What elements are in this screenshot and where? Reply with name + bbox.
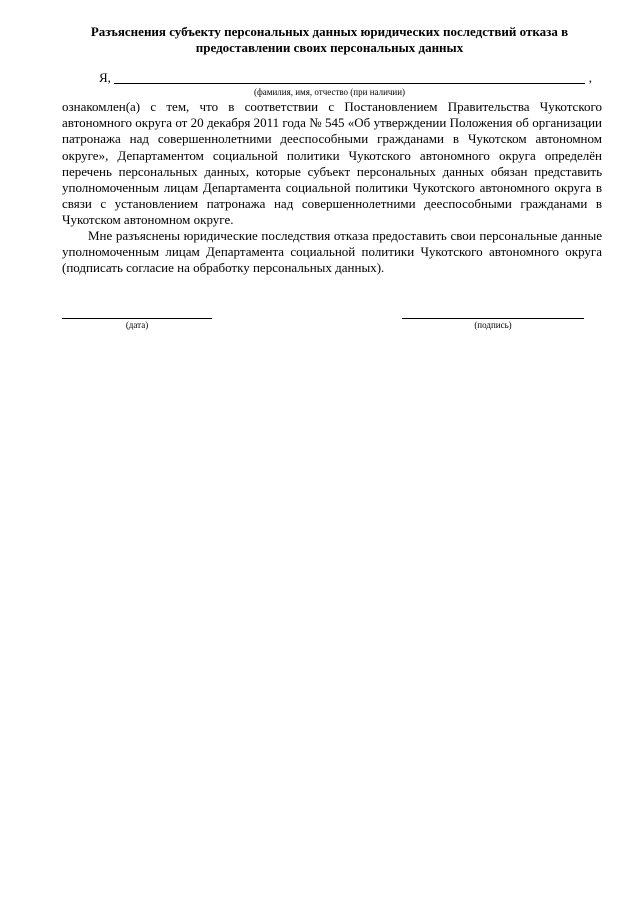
date-blank-line xyxy=(62,306,212,319)
name-comma: , xyxy=(588,70,592,85)
name-line xyxy=(62,70,597,86)
title-line-1: Разъяснения субъекту персональных данных юридических последствий отказа в xyxy=(90,24,569,39)
paragraph-consequences: Мне разъяснены юридические последствия отказа предоставить свои персональные данные уполномоченным лицам Департамента социальной политики Чукотского автономного округа (подписать согласие на обработку персональных данных). xyxy=(62,228,602,276)
signature-field xyxy=(402,306,584,336)
paragraph-acknowledgement: ознакомлен(а) с тем, что в соответствии с Постановлением Правительства Чукотского автономного округа от 20 декабря 2011 года № 545 «Об утверждении Положения об организации патронажа над совершеннолетними дееспособными гражданами в Чукотском автономном округе», Департаментом социальной политики Чукотского автономного округа определён перечень персональных данных, которые субъект персональных данных обязан представить уполномоченным лицам Департамента социальной политики Чукотского автономного округа в связи с установлением патронажа над совершеннолетними дееспособными гражданами в Чукотском автономном округе. xyxy=(62,99,602,228)
document-title xyxy=(62,24,597,56)
name-blank-line xyxy=(114,83,585,84)
date-caption: (дата) xyxy=(125,320,149,330)
title-line-2: предоставлении своих персональных данных xyxy=(195,40,464,55)
name-hint: (фамилия, имя, отчество (при наличии) xyxy=(253,87,406,97)
signature-caption: (подпись) xyxy=(474,320,512,330)
ya-label: Я, xyxy=(99,70,111,85)
signature-blank-line xyxy=(402,306,584,319)
date-field xyxy=(62,306,212,336)
